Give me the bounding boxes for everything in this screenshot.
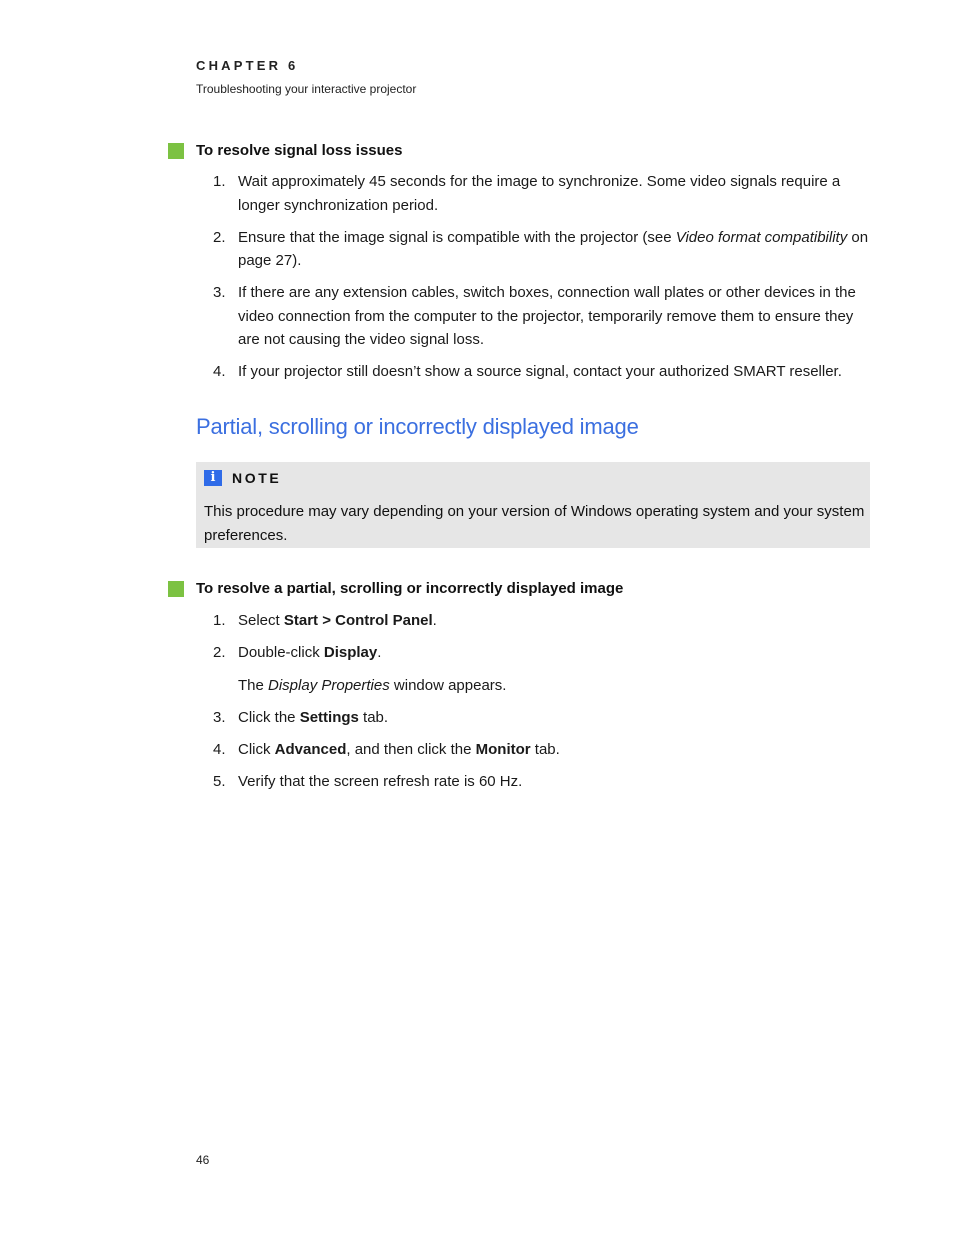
signal-loss-steps — [196, 170, 870, 392]
list-item — [196, 170, 870, 217]
step-text: Verify that the screen refresh rate is 60 Hz. — [238, 772, 523, 790]
step-text: tab. — [530, 740, 560, 758]
step-text: If there are any extension cables, switch boxes, connection wall plates or other devices in the video connection from the computer to the projector, temporarily remove them to ensure they are not causing the video signal loss. — [238, 284, 856, 348]
step-number: 3. — [213, 708, 226, 726]
procedure-marker-icon — [168, 581, 184, 597]
step-number: 3. — [213, 284, 226, 301]
step-number: 2. — [213, 228, 226, 246]
step-number: 2. — [213, 644, 226, 661]
step-ui-term: Monitor — [475, 740, 531, 758]
list-item — [196, 609, 870, 633]
list-item — [196, 281, 870, 352]
step-text-after: on page 27). — [238, 228, 869, 269]
procedure-heading-signal-loss — [168, 142, 402, 159]
list-item — [196, 738, 870, 762]
step-ui-term: Settings — [299, 708, 359, 726]
list-item — [196, 226, 870, 273]
step-number: 5. — [213, 772, 226, 790]
step-result-text: The — [238, 676, 269, 694]
step-text-before: Ensure that the image signal is compatible with the projector (see — [238, 228, 676, 246]
step-number: 1. — [213, 173, 226, 190]
page-number: 46 — [196, 1153, 210, 1167]
step-text: Click — [238, 740, 275, 758]
step-text: Click the — [238, 708, 300, 726]
info-icon: i — [204, 470, 222, 486]
step-text: Double-click — [238, 644, 324, 661]
partial-image-steps — [196, 609, 870, 802]
step-result-note — [238, 674, 870, 698]
list-item — [196, 706, 870, 730]
step-text: Select — [238, 612, 284, 629]
note-box — [196, 462, 870, 548]
list-item — [196, 360, 870, 384]
chapter-subtitle: Troubleshooting your interactive projector — [196, 82, 417, 96]
step-number: 4. — [213, 363, 226, 380]
step-result-text: window appears. — [389, 676, 507, 694]
step-number: 4. — [213, 740, 226, 758]
list-item — [196, 641, 870, 697]
procedure-heading-partial-image — [168, 580, 623, 597]
list-item — [196, 770, 870, 794]
note-title: NOTE — [232, 470, 282, 486]
step-text: If your projector still doesn’t show a source signal, contact your authorized SMART reseller. — [238, 363, 842, 380]
step-text: , and then click the — [346, 740, 476, 758]
step-ui-term: Start > Control Panel — [283, 612, 433, 629]
cross-reference-link[interactable]: Video format compatibility — [675, 228, 848, 246]
window-name: Display Properties — [268, 676, 390, 694]
note-header — [204, 470, 281, 486]
step-ui-term: Display — [323, 644, 378, 661]
procedure-marker-icon — [168, 143, 184, 159]
step-number: 1. — [213, 612, 226, 629]
note-text: This procedure may vary depending on your version of Windows operating system and your system preferences. — [204, 503, 865, 544]
step-text: . — [432, 612, 437, 629]
section-title: Partial, scrolling or incorrectly displayed image — [196, 414, 639, 439]
chapter-label: CHAPTER 6 — [196, 58, 299, 73]
step-text: . — [377, 644, 382, 661]
step-ui-term: Advanced — [274, 740, 347, 758]
procedure-heading-text: To resolve a partial, scrolling or incorrectly displayed image — [196, 580, 624, 597]
step-text: Wait approximately 45 seconds for the image to synchronize. Some video signals require a longer synchronization period. — [238, 173, 841, 214]
step-text: tab. — [358, 708, 389, 726]
procedure-heading-text: To resolve signal loss issues — [196, 142, 403, 159]
